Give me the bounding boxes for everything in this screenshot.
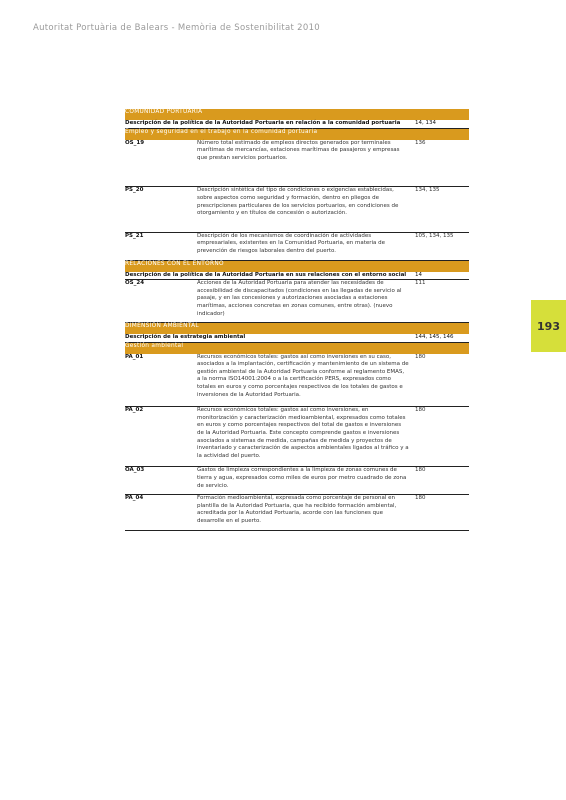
indicator-row [125, 407, 469, 467]
indicator-pages: 105, 134, 135 [415, 232, 469, 260]
policy-description: Descripción de la política de la Autoridad Portuaria en relación a la comunidad portuaria [125, 120, 415, 128]
subsection-title: Gestión ambiental [125, 342, 469, 354]
indicator-description: Descripción de los mecanismos de coordinación de actividades empresariales, existentes en la Comunidad Portuaria, en materia de prevención de riesgos laborales dentro del puerto. [197, 232, 415, 260]
indicator-row [125, 232, 469, 260]
indicator-pages: 180 [415, 467, 469, 495]
indicator-row [125, 354, 469, 407]
policy-pages: 144, 145, 146 [415, 334, 469, 342]
indicator-description: Acciones de la Autoridad Portuaria para atender las necesidades de accesibilidad de discapacitados (condiciones en las llegadas de servicio al pasaje, y en las concesiones y autorizaciones asociadas a estaciones marítimas, acciones concretas en zonas comunes, entre otras). (nuevo indicador) [197, 280, 415, 323]
policy-pages: 14 [415, 272, 469, 280]
indicator-pages: 180 [415, 495, 469, 530]
indicator-code: PS_20 [125, 187, 197, 232]
section-band [125, 260, 469, 272]
section-title: DIMENSIÓN AMBIENTAL [125, 323, 469, 335]
indicator-pages: 180 [415, 354, 469, 407]
section-band [125, 323, 469, 335]
indicator-description: Formación medioambiental, expresada como porcentaje de personal en plantilla de la Autoridad Portuaria, que ha recibido formación ambiental, acreditada por la Autoridad Portuaria, acorde con las funciones que desarrolle en el puerto. [197, 495, 415, 530]
indicator-pages: 111 [415, 280, 469, 323]
indicator-code: OS_19 [125, 140, 197, 187]
section-band [125, 109, 469, 120]
indicator-pages: 136 [415, 140, 469, 187]
indicator-description: Gastos de limpieza correspondientes a la limpieza de zonas comunes de tierra y agua, expresados como miles de euros por metro cuadrado de zona de servicio. [197, 467, 415, 495]
section-title: COMUNIDAD PORTUARIA [125, 109, 469, 120]
indicator-description: Recursos económicos totales: gastos así como inversiones, en monitorización y caracterización medioambiental, expresados como totales en euros y como porcentajes respectivos del total de gastos e inversiones de la Autoridad Portuaria. Este concepto comprende gastos e inversiones asociados a sistemas de medida, campañas de medida y proyectos de inventariado y caracterización de aspectos ambientales ligados al tráfico y a la actividad del puerto. [197, 407, 415, 467]
indicator-row [125, 467, 469, 495]
subsection-band [125, 128, 469, 140]
indicator-code: OS_24 [125, 280, 197, 323]
indicator-code: PA_02 [125, 407, 197, 467]
subsection-band [125, 342, 469, 354]
indicator-pages: 134, 135 [415, 187, 469, 232]
running-header: Autoritat Portuària de Balears - Memòria de Sostenibilitat 2010 [33, 23, 321, 33]
indicator-code: OA_03 [125, 467, 197, 495]
indicator-pages: 180 [415, 407, 469, 467]
policy-pages: 14, 134 [415, 120, 469, 128]
policy-description-row [125, 272, 469, 280]
page-number-tab [531, 300, 566, 352]
indicator-code: PS_21 [125, 232, 197, 260]
indicator-code: PA_04 [125, 495, 197, 530]
indicator-description: Descripción sintética del tipo de condiciones o exigencias establecidas, sobre aspectos como seguridad y formación, dentro en pliegos de prescripciones particulares de los servicios portuarios, en condiciones de otorgamiento y en títulos de concesión o autorización. [197, 187, 415, 232]
policy-description-row [125, 120, 469, 128]
indicator-row [125, 495, 469, 530]
indicator-row [125, 280, 469, 323]
page-number: 193 [537, 319, 560, 333]
indicator-description: Recursos económicos totales: gastos así como inversiones en su caso, asociados a la implantación, certificación y mantenimiento de un sistema de gestión ambiental de la Autoridad Portuaria conforme al reglamento EMAS, a la norma ISO14001:2004 o a la certificación PERS, expresados como totales en euros y como porcentajes respectivos de los totales de gastos e inversiones de la Autoridad Portuaria. [197, 354, 415, 407]
indicator-row [125, 140, 469, 187]
section-title: RELACIONES CON EL ENTORNO [125, 260, 469, 272]
subsection-title: Empleo y seguridad en el trabajo en la comunidad portuaria [125, 128, 469, 140]
gri-index-table [125, 109, 469, 531]
indicator-description: Número total estimado de empleos directos generados por terminales marítimas de mercancías, estaciones marítimas de pasajeros y empresas que prestan servicios portuarios. [197, 140, 415, 187]
indicator-code: PA_01 [125, 354, 197, 407]
indicator-row [125, 187, 469, 232]
policy-description: Descripción de la política de la Autoridad Portuaria en sus relaciones con el entorno social [125, 272, 415, 280]
policy-description-row [125, 334, 469, 342]
policy-description: Descripción de la estrategia ambiental [125, 334, 415, 342]
